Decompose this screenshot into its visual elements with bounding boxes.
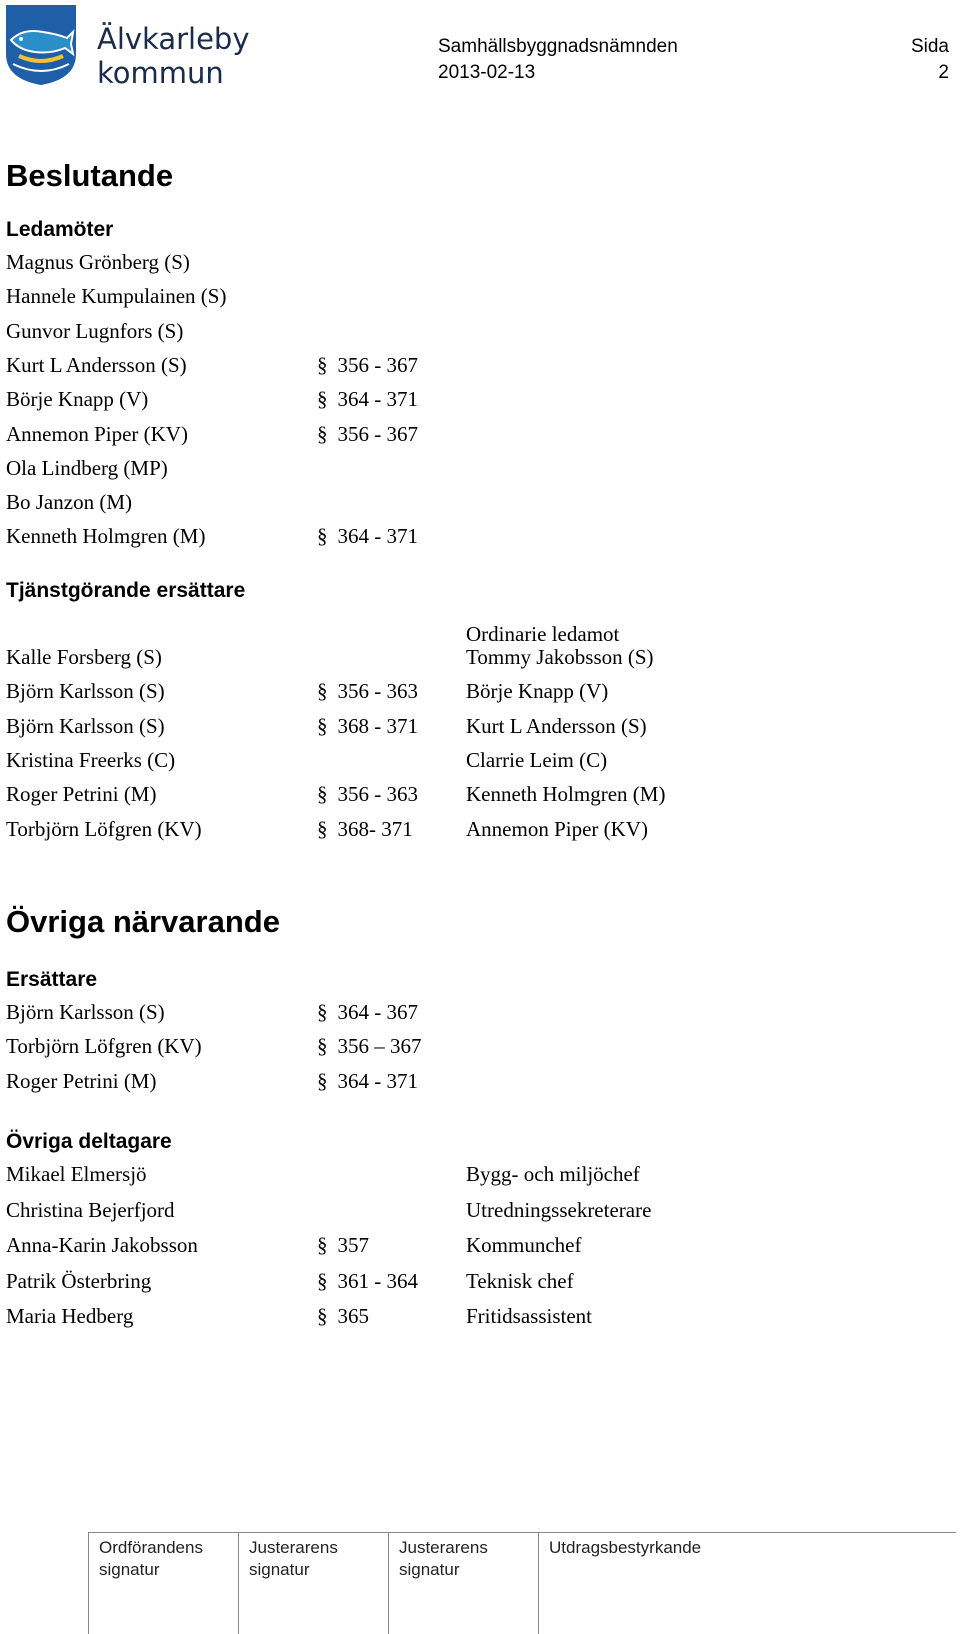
signature-cell-justerare-2 <box>388 1533 538 1634</box>
kommun-name-line2: kommun <box>97 56 224 90</box>
paragraph-range: 356 - 363 <box>337 782 418 807</box>
role: Kommunchef <box>466 1233 582 1257</box>
signature-cell-sublabel: signatur <box>249 1560 310 1579</box>
committee-name: Samhällsbyggnadsnämnden <box>438 36 678 57</box>
paragraph-cell <box>317 1066 418 1096</box>
section-sign: § <box>317 1068 328 1093</box>
person-name: Kalle Forsberg (S) <box>6 645 162 669</box>
paragraph-cell <box>317 1266 418 1296</box>
person-name: Kristina Freerks (C) <box>6 747 176 772</box>
paragraph-range: 368 - 371 <box>337 713 418 738</box>
signature-cell-label: Ordförandens <box>99 1538 203 1557</box>
paragraph-range: 364 - 371 <box>337 1068 418 1093</box>
person-name: Björn Karlsson (S) <box>6 713 165 738</box>
paragraph-range: 364 - 367 <box>337 1000 418 1024</box>
section-sign: § <box>317 1233 328 1257</box>
section-sign: § <box>317 1000 328 1024</box>
section-sign: § <box>317 421 328 446</box>
paragraph-range: 356 - 363 <box>337 679 418 704</box>
subsection-title-ersattare: Ersättare <box>6 968 98 991</box>
meeting-date: 2013-02-13 <box>438 62 536 83</box>
section-title-beslutande: Beslutande <box>6 158 174 193</box>
person-name: Ola Lindberg (MP) <box>6 455 168 480</box>
ordinarie-ledamot: Kurt L Andersson (S) <box>466 713 647 738</box>
signature-cell-sublabel: signatur <box>399 1560 460 1579</box>
signature-table <box>88 1532 956 1634</box>
signature-cell-sublabel: signatur <box>99 1560 160 1579</box>
person-name: Gunvor Lugnfors (S) <box>6 318 184 343</box>
paragraph-cell <box>317 676 418 706</box>
section-sign: § <box>317 782 328 807</box>
person-name: Kurt L Andersson (S) <box>6 352 187 377</box>
page-number: 2 <box>938 62 949 83</box>
paragraph-range: 356 – 367 <box>337 1034 422 1059</box>
page-label: Sida <box>910 36 949 57</box>
paragraph-range: 361 - 364 <box>337 1268 418 1293</box>
person-name: Hannele Kumpulainen (S) <box>6 284 227 309</box>
section-sign: § <box>317 524 328 549</box>
paragraph-range: 364 - 371 <box>337 524 418 549</box>
paragraph-cell <box>317 814 413 844</box>
section-sign: § <box>317 387 328 412</box>
signature-cell-ordforande <box>88 1533 238 1634</box>
section-title-ovriga: Övriga närvarande <box>6 904 280 939</box>
paragraph-range: 356 - 367 <box>337 352 418 377</box>
section-sign: § <box>317 1304 328 1328</box>
subsection-title-tjanstgorande: Tjänstgörande ersättare <box>6 579 246 602</box>
role: Utredningssekreterare <box>466 1197 652 1222</box>
role: Fritidsassistent <box>466 1304 593 1328</box>
section-sign: § <box>317 816 328 841</box>
person-name: Björn Karlsson (S) <box>6 679 165 704</box>
paragraph-cell <box>317 1301 369 1331</box>
signature-cell-label: Justerarens <box>399 1538 488 1557</box>
person-name: Mikael Elmersjö <box>6 1162 147 1186</box>
signature-cell-utdragsbestyrkande <box>538 1533 956 1634</box>
paragraph-cell <box>317 350 418 380</box>
person-name: Annemon Piper (KV) <box>6 421 188 446</box>
paragraph-range: 356 - 367 <box>337 421 418 446</box>
ordinarie-ledamot: Annemon Piper (KV) <box>466 816 648 841</box>
role: Bygg- och miljöchef <box>466 1162 640 1186</box>
kommun-logo <box>5 4 77 86</box>
paragraph-cell <box>317 1031 422 1061</box>
paragraph-cell <box>317 384 418 414</box>
section-sign: § <box>317 1268 328 1293</box>
kommun-name <box>97 22 250 90</box>
person-name: Anna-Karin Jakobsson <box>6 1233 198 1257</box>
person-name: Roger Petrini (M) <box>6 782 157 807</box>
paragraph-cell <box>317 997 418 1027</box>
person-name: Magnus Grönberg (S) <box>6 250 190 274</box>
ordinarie-ledamot: Börje Knapp (V) <box>466 679 609 704</box>
paragraph-range: 368- 371 <box>337 816 413 841</box>
paragraph-cell <box>317 779 418 809</box>
person-name: Patrik Österbring <box>6 1268 152 1293</box>
signature-cell-justerare-1 <box>238 1533 388 1634</box>
person-name: Björn Karlsson (S) <box>6 1000 165 1024</box>
paragraph-cell <box>317 521 418 551</box>
person-name: Torbjörn Löfgren (KV) <box>6 1034 202 1059</box>
subsection-title-ledamoter: Ledamöter <box>6 218 114 241</box>
person-name: Bo Janzon (M) <box>6 490 132 515</box>
ordinarie-header: Ordinarie ledamot <box>466 622 620 646</box>
paragraph-range: 365 <box>337 1304 369 1328</box>
person-name: Roger Petrini (M) <box>6 1068 157 1093</box>
role: Teknisk chef <box>466 1268 574 1293</box>
paragraph-range: 364 - 371 <box>337 387 418 412</box>
section-sign: § <box>317 679 328 704</box>
section-sign: § <box>317 352 328 377</box>
section-sign: § <box>317 1034 328 1059</box>
ordinarie-ledamot: Tommy Jakobsson (S) <box>466 645 654 669</box>
ordinarie-ledamot: Kenneth Holmgren (M) <box>466 782 666 807</box>
person-name: Kenneth Holmgren (M) <box>6 524 206 549</box>
ordinarie-ledamot: Clarrie Leim (C) <box>466 747 608 772</box>
paragraph-cell <box>317 1230 369 1260</box>
signature-cell-label: Utdragsbestyrkande <box>549 1538 702 1557</box>
person-name: Christina Bejerfjord <box>6 1197 175 1222</box>
paragraph-cell <box>317 711 418 741</box>
kommun-name-line1: Älvkarleby <box>97 22 250 56</box>
subsection-title-deltagare: Övriga deltagare <box>6 1130 172 1153</box>
signature-cell-label: Justerarens <box>249 1538 338 1557</box>
person-name: Maria Hedberg <box>6 1304 134 1328</box>
paragraph-range: 357 <box>337 1233 369 1257</box>
person-name: Torbjörn Löfgren (KV) <box>6 816 202 841</box>
person-name: Börje Knapp (V) <box>6 387 149 412</box>
section-sign: § <box>317 713 328 738</box>
paragraph-cell <box>317 419 418 449</box>
